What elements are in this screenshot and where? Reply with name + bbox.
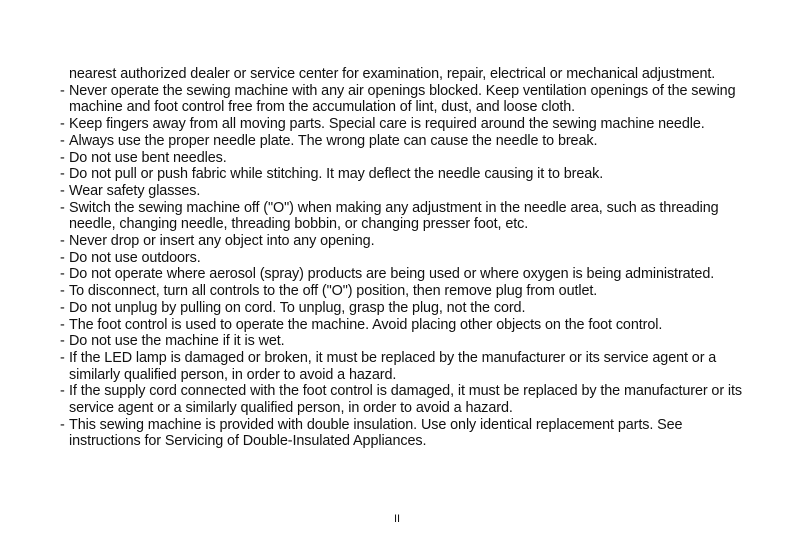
safety-list-item [60, 166, 750, 183]
safety-list-item [60, 83, 750, 116]
bullet-dash: - [60, 116, 65, 133]
lead-paragraph: nearest authorized dealer or service center for examination, repair, electrical or mechanical adjustment. [69, 66, 716, 82]
safety-list-item [60, 233, 750, 250]
safety-list-item-text: Wear safety glasses. [69, 182, 201, 199]
safety-list-item [60, 183, 750, 200]
bullet-dash: - [60, 182, 65, 199]
safety-list [60, 83, 750, 450]
bullet-dash: - [60, 166, 65, 183]
safety-list-item [60, 116, 750, 133]
safety-list-item [60, 417, 750, 450]
safety-list-item [60, 317, 750, 334]
safety-list-item-text: Do not use the machine if it is wet. [69, 333, 285, 350]
bullet-dash: - [60, 266, 65, 283]
page-number: II [393, 513, 401, 525]
safety-list-item [60, 250, 750, 267]
bullet-dash: - [60, 416, 65, 433]
safety-list-item [60, 200, 750, 233]
safety-list-item-text: Do not operate where aerosol (spray) products are being used or where oxygen is being administrated. [69, 266, 715, 283]
bullet-dash: - [60, 132, 65, 149]
safety-list-item-text: Never operate the sewing machine with any air openings blocked. Keep ventilation openings of the sewing machine and foot control free from the accumulation of lint, dust, and loose cloth. [69, 82, 736, 116]
bullet-dash: - [60, 233, 65, 250]
safety-list-item [60, 150, 750, 167]
safety-list-item [60, 383, 750, 416]
safety-list-item-text: Do not pull or push fabric while stitching. It may deflect the needle causing it to break. [69, 166, 604, 183]
bullet-dash: - [60, 249, 65, 266]
safety-list-item-text: If the supply cord connected with the foot control is damaged, it must be replaced by the manufacturer or its service agent or a similarly qualified person, in order to avoid a hazard. [69, 383, 743, 417]
safety-list-item [60, 283, 750, 300]
safety-list-item-text: Do not use outdoors. [69, 249, 201, 266]
safety-list-item-text: The foot control is used to operate the machine. Avoid placing other objects on the foot control. [69, 316, 663, 333]
bullet-dash: - [60, 283, 65, 300]
bullet-dash: - [60, 349, 65, 366]
safety-list-item [60, 300, 750, 317]
safety-list-item-text: Do not use bent needles. [69, 149, 227, 166]
safety-list-item-text: This sewing machine is provided with double insulation. Use only identical replacement parts. See instructions for Servicing of Double-Insulated Appliances. [69, 416, 683, 450]
bullet-dash: - [60, 82, 65, 99]
bullet-dash: - [60, 333, 65, 350]
bullet-dash: - [60, 299, 65, 316]
safety-list-item-text: To disconnect, turn all controls to the off ("O") position, then remove plug from outlet. [69, 283, 598, 300]
safety-list-item-text: Switch the sewing machine off ("O") when making any adjustment in the needle area, such as threading needle, changing needle, threading bobbin, or changing presser foot, etc. [69, 199, 719, 233]
safety-list-item-text: Keep fingers away from all moving parts. Special care is required around the sewing machine needle. [69, 116, 705, 133]
safety-list-item-text: Always use the proper needle plate. The wrong plate can cause the needle to break. [69, 132, 598, 149]
safety-instructions [60, 66, 750, 450]
safety-list-item [60, 266, 750, 283]
safety-list-item [60, 333, 750, 350]
safety-list-item-text: Do not unplug by pulling on cord. To unplug, grasp the plug, not the cord. [69, 299, 526, 316]
bullet-dash: - [60, 383, 65, 400]
safety-list-item [60, 350, 750, 383]
bullet-dash: - [60, 149, 65, 166]
safety-list-item-text: Never drop or insert any object into any opening. [69, 233, 375, 250]
bullet-dash: - [60, 199, 65, 216]
bullet-dash: - [60, 316, 65, 333]
safety-list-item-text: If the LED lamp is damaged or broken, it must be replaced by the manufacturer or its service agent or a similarly qualified person, in order to avoid a hazard. [69, 349, 717, 383]
safety-list-item [60, 133, 750, 150]
